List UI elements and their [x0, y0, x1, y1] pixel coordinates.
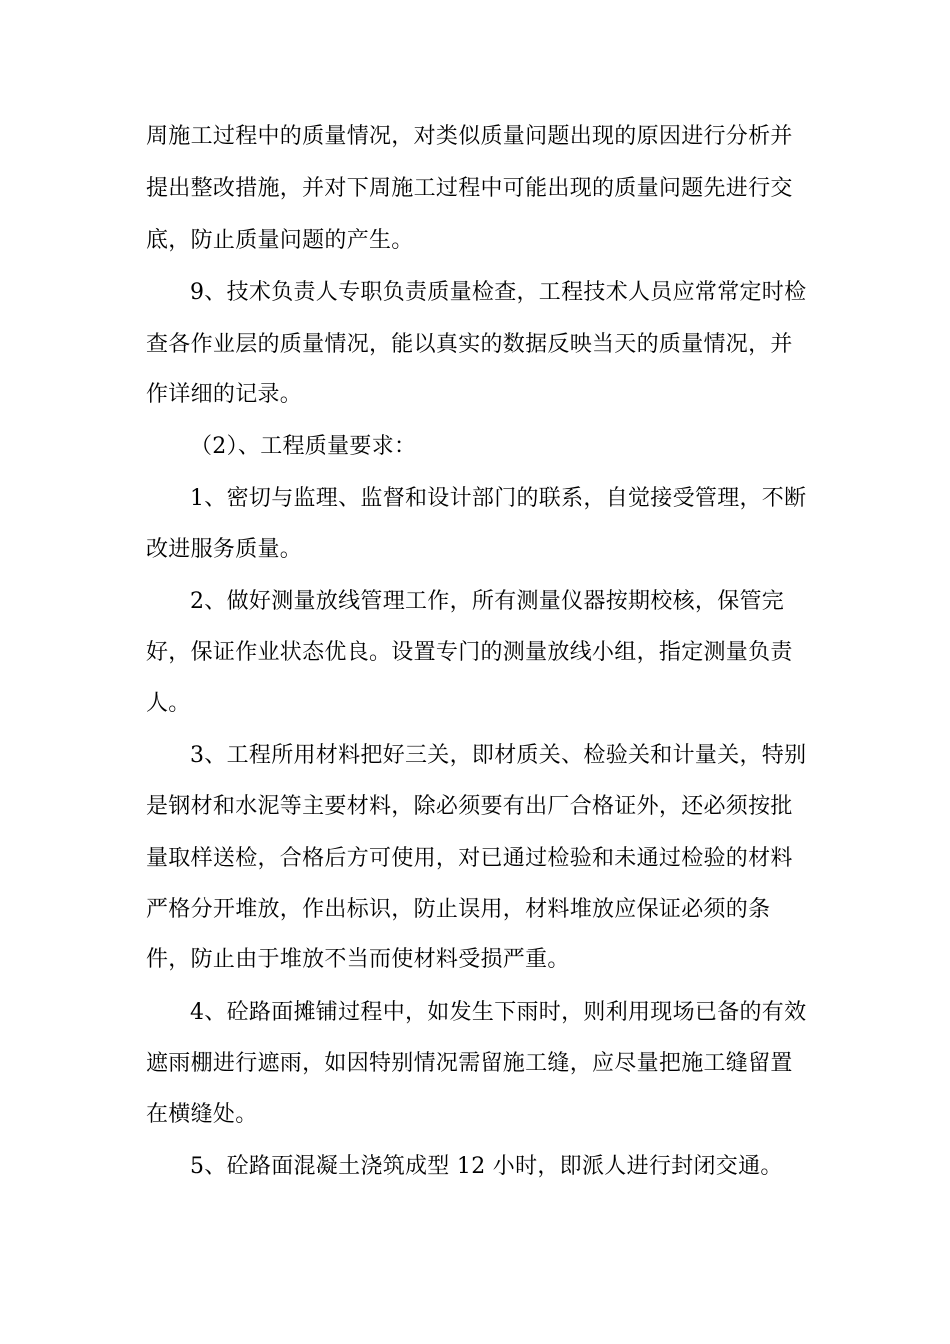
text-line: 是钢材和水泥等主要材料，除必须要有出厂合格证外，还必须按批: [146, 794, 793, 819]
text-line: 人。: [146, 691, 191, 716]
section-heading: （2）、工程质量要求：: [190, 434, 417, 459]
text-line: 周施工过程中的质量情况，对类似质量问题出现的原因进行分析并: [146, 124, 793, 149]
text-line: 量取样送检，合格后方可使用，对已通过检验和未通过检验的材料: [146, 846, 793, 871]
text-line: 底，防止质量问题的产生。: [146, 228, 414, 253]
text-line: 在横缝处。: [146, 1102, 258, 1127]
text-line: 提出整改措施，并对下周施工过程中可能出现的质量问题先进行交: [146, 176, 793, 201]
text-line: 4、砼路面摊铺过程中，如发生下雨时，则利用现场已备的有效: [190, 1000, 807, 1025]
text-line: 查各作业层的质量情况，能以真实的数据反映当天的质量情况，并: [146, 332, 793, 357]
text-line: 严格分开堆放，作出标识，防止误用，材料堆放应保证必须的条: [146, 897, 771, 922]
text-line: 好，保证作业状态优良。设置专门的测量放线小组，指定测量负责: [146, 640, 793, 665]
text-line: 件，防止由于堆放不当而使材料受损严重。: [146, 947, 570, 972]
text-line: 2、做好测量放线管理工作，所有测量仪器按期校核，保管完: [190, 589, 785, 614]
text-line: 3、工程所用材料把好三关，即材质关、检验关和计量关，特别: [190, 743, 807, 768]
text-line: 作详细的记录。: [146, 382, 303, 407]
text-line: 改进服务质量。: [146, 537, 303, 562]
text-line: 5、砼路面混凝土浇筑成型 12 小时，即派人进行封闭交通。: [190, 1154, 783, 1179]
text-line: 遮雨棚进行遮雨，如因特别情况需留施工缝，应尽量把施工缝留置: [146, 1051, 793, 1076]
text-line: 9、技术负责人专职负责质量检查，工程技术人员应常常定时检: [190, 280, 807, 305]
text-line: 1、密切与监理、监督和设计部门的联系，自觉接受管理，不断: [190, 486, 807, 511]
